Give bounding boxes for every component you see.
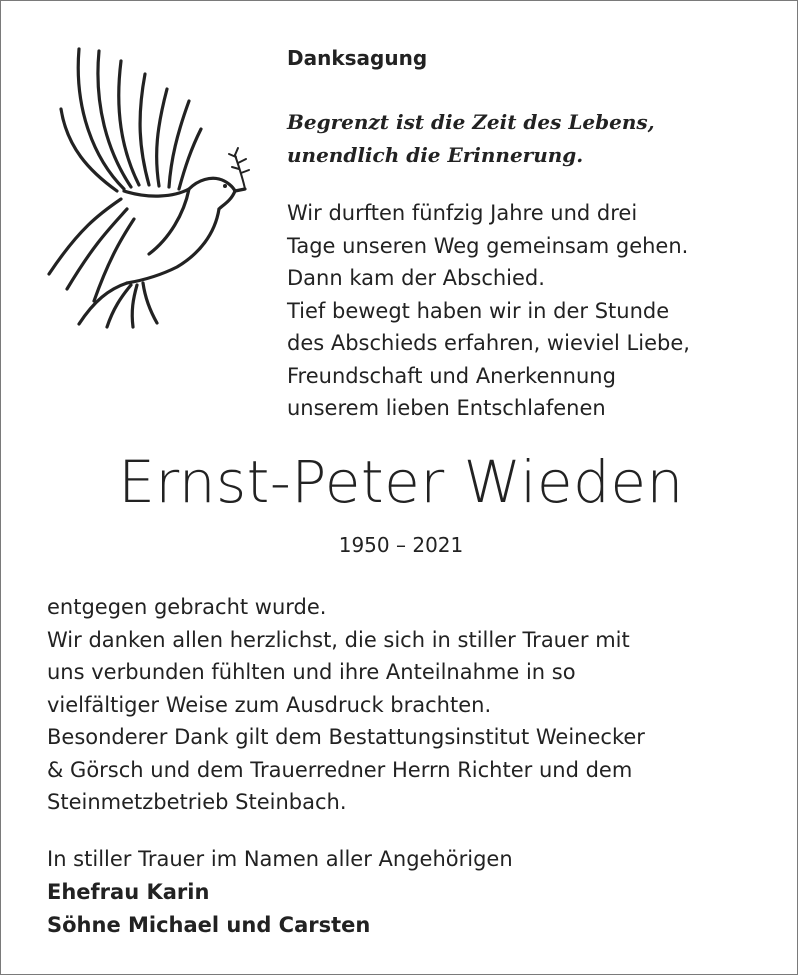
closing-block — [47, 843, 513, 942]
quote-line: Begrenzt ist die Zeit des Lebens, — [287, 110, 655, 134]
quote-line: unendlich die Erinnerung. — [287, 143, 584, 167]
life-dates: 1950 – 2021 — [338, 533, 464, 557]
signatory-sons: Söhne Michael und Carsten — [47, 913, 371, 937]
body-line: Besonderer Dank gilt dem Bestattungsinstitut Weinecker — [47, 725, 645, 749]
intro-line: Dann kam der Abschied. — [287, 266, 545, 290]
body-line: entgegen gebracht wurde. — [47, 595, 327, 619]
body-line: Steinmetzbetrieb Steinbach. — [47, 790, 347, 814]
memorial-quote — [287, 106, 655, 172]
intro-line: Wir durften fünfzig Jahre und drei — [287, 201, 638, 225]
closing-line: In stiller Trauer im Namen aller Angehörigen — [47, 847, 513, 871]
thanks-text — [47, 591, 645, 819]
body-line: uns verbunden fühlten und ihre Anteilnahme in so — [47, 660, 576, 684]
intro-line: Freundschaft und Anerkennung — [287, 363, 616, 388]
intro-line: unserem lieben Entschlafenen — [287, 396, 606, 420]
signatory-spouse: Ehefrau Karin — [47, 880, 210, 904]
intro-line: Tage unseren Weg gemeinsam gehen. — [287, 233, 689, 258]
body-line: vielfältiger Weise zum Ausdruck brachten. — [47, 692, 492, 717]
notice-heading: Danksagung — [287, 46, 428, 70]
dove-with-olive-branch-icon — [39, 39, 264, 329]
intro-text — [287, 197, 690, 425]
intro-line: Tief bewegt haben wir in der Stunde — [287, 298, 670, 323]
deceased-name: Ernst-Peter Wieden — [118, 448, 684, 516]
intro-line: des Abschieds erfahren, wieviel Liebe, — [287, 331, 690, 355]
body-line: Wir danken allen herzlichst, die sich in stiller Trauer mit — [47, 627, 630, 652]
body-line: & Görsch und dem Trauerredner Herrn Richter und dem — [47, 757, 633, 782]
